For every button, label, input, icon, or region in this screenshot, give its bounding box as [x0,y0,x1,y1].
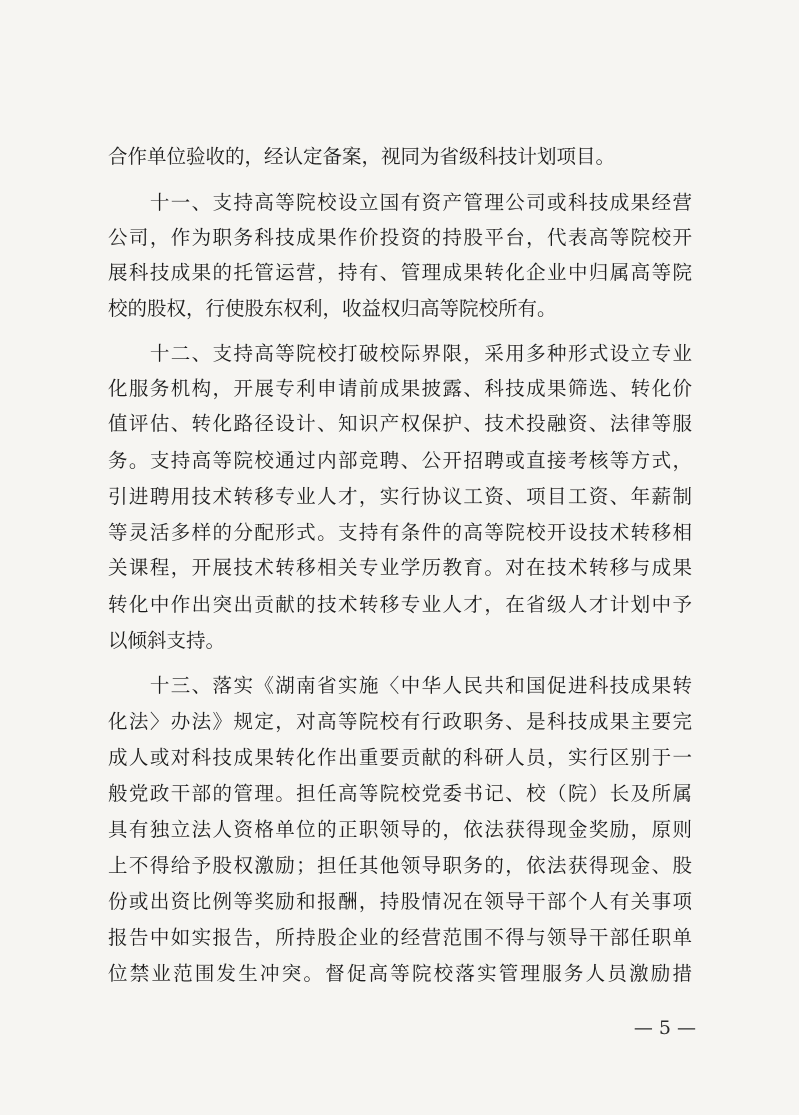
text-line-13: 转化中作出突出贡献的技术转移专业人才，在省级人才计划中予 [108,593,692,616]
text-line-15: 十三、落实《湖南省实施〈中华人民共和国促进科技成果转 [108,674,692,697]
text-line-3: 公司，作为职务科技成果作价投资的持股平台，代表高等院校开 [108,226,692,249]
text-line-11: 等灵活多样的分配形式。支持有条件的高等院校开设技术转移相 [108,521,692,544]
text-line-12: 关课程，开展技术转移相关专业学历教育。对在技术转移与成果 [108,556,692,579]
text-line-1: 合作单位验收的，经认定备案，视同为省级科技计划项目。 [108,145,616,168]
text-line-6: 十二、支持高等院校打破校际界限，采用多种形式设立专业 [108,342,692,365]
text-line-16: 化法〉办法》规定，对高等院校有行政职务、是科技成果主要完 [108,710,692,733]
text-line-2: 十一、支持高等院校设立国有资产管理公司或科技成果经营 [108,191,692,214]
text-line-5: 校的股权，行使股东权利，收益权归高等院校所有。 [108,297,557,320]
text-line-9: 务。支持高等院校通过内部竞聘、公开招聘或直接考核等方式， [108,449,692,472]
page-number: — 5 — [633,1017,696,1039]
text-line-21: 份或出资比例等奖励和报酬，持股情况在领导干部个人有关事项 [108,890,692,913]
text-line-17: 成人或对科技成果转化作出重要贡献的科研人员，实行区别于一 [108,746,692,769]
text-line-18: 般党政干部的管理。担任高等院校党委书记、校（院）长及所属 [108,782,692,805]
text-line-10: 引进聘用技术转移专业人才，实行协议工资、项目工资、年薪制 [108,485,692,508]
text-line-4: 展科技成果的托管运营，持有、管理成果转化企业中归属高等院 [108,261,692,284]
text-line-8: 值评估、转化路径设计、知识产权保护、技术投融资、法律等服 [108,412,692,435]
text-line-23: 位禁业范围发生冲突。督促高等院校落实管理服务人员激励措 [108,962,692,985]
text-line-20: 上不得给予股权激励；担任其他领导职务的，依法获得现金、股 [108,854,692,877]
text-line-14: 以倾斜支持。 [108,629,226,652]
text-line-7: 化服务机构，开展专利申请前成果披露、科技成果筛选、转化价 [108,377,692,400]
text-line-22: 报告中如实报告，所持股企业的经营范围不得与领导干部任职单 [108,926,692,949]
text-line-19: 具有独立法人资格单位的正职领导的，依法获得现金奖励，原则 [108,818,692,841]
